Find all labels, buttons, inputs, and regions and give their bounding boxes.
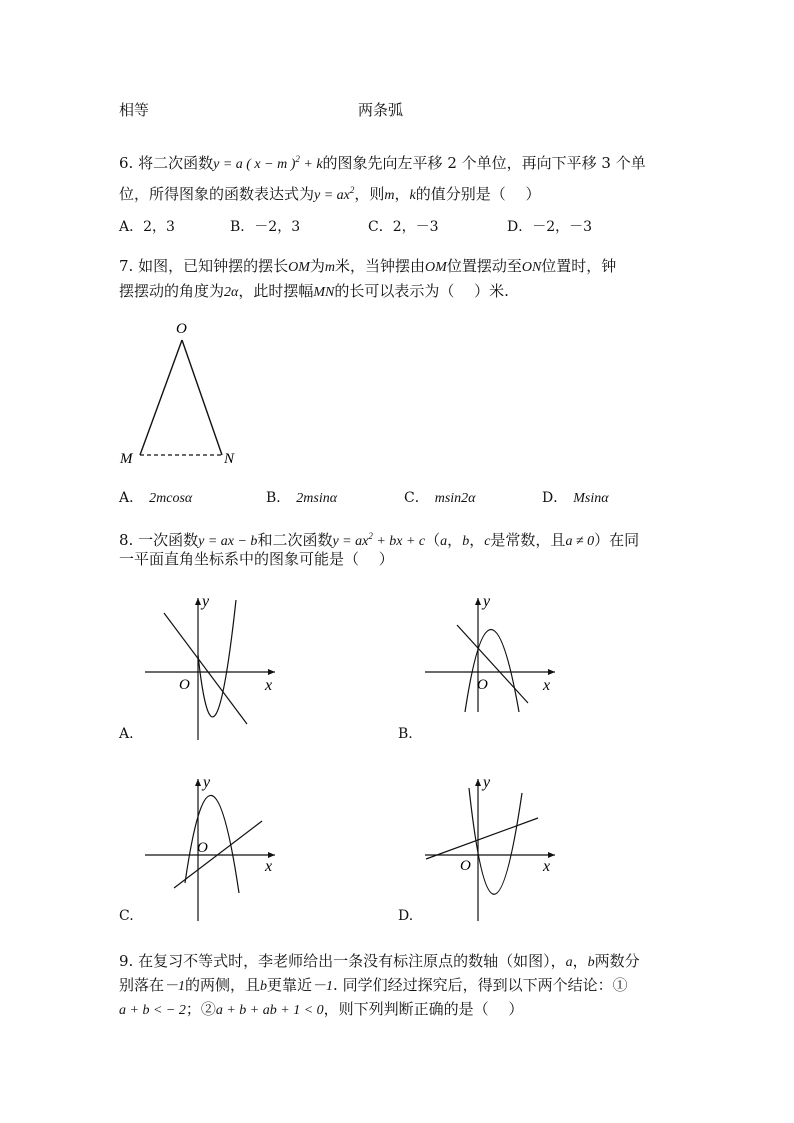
var-b: b [462,534,470,549]
linear-function: y = ax − b [198,534,258,549]
question-6-text-3: 位，所得图象的函数表达式为 [119,185,315,203]
question-6-line-1 [119,149,646,175]
question-7-number: 7. [119,257,134,275]
var-m: m [384,188,395,203]
question-6-option-d[interactable]: D．－2，－3 [507,219,593,235]
question-7-text-e: 位置时，钟 [541,257,617,275]
question-7-text-d: 位置摆动至 [446,257,522,275]
graph-a[interactable] [140,592,280,742]
graph-b[interactable] [420,592,560,742]
question-7-text-c: 米，当钟摆由 [335,257,426,275]
sep-1: ， [447,531,463,549]
graph-d-label[interactable]: D. [398,908,414,924]
question-9-text-f: . 同学们经过探究后，得到以下两个结论：① [333,976,628,994]
graph-d[interactable] [420,773,560,923]
var-b-2: b [260,979,268,994]
var-a: a [565,955,573,970]
pendulum-line-om [140,340,182,455]
top-right-text: 两条弧 [358,101,404,119]
sep-2: ， [469,531,485,549]
question-9-number: 9. [119,952,134,970]
var-c: c [484,534,491,549]
y-axis-arrow [195,779,201,786]
question-7-option-b[interactable]: B． 2msinα [266,490,338,506]
question-9-text: 在复习不等式时，李老师给出一条没有标注原点的数轴（如图）， [138,952,566,970]
question-8-text-b: 和二次函数 [257,531,333,549]
question-6-text-5: 的值分别是（ ） [415,185,541,203]
label-m: M [120,451,133,467]
var-k: k [409,188,416,203]
y-label: y [483,593,491,610]
question-6-option-b[interactable]: B．－2，3 [230,219,301,235]
conclusion-2: a + b + ab + 1 < 0 [215,1003,324,1018]
y-axis-arrow [195,598,201,605]
y-label: y [203,774,211,791]
condition: a ≠ 0 [565,534,595,549]
question-8-text: 一次函数 [138,531,199,549]
y-axis-arrow [475,779,481,786]
parabola [469,788,522,894]
x-label: x [543,858,551,875]
x-axis-arrow [548,669,555,675]
var-om: OM [288,260,310,275]
var-on: ON [521,260,542,275]
question-6-formula-1: y = a ( x − m )$^2$ + k [213,154,323,172]
var-om-2: OM [425,260,447,275]
question-8-number: 8. [119,531,134,549]
question-7-text-b: 为 [309,257,325,275]
question-6-text-2: 的图象先向左平移 2 个单位，再向下平移 3 个单 [322,154,646,172]
var-m: m [324,260,336,275]
question-7-line-2 [119,281,509,303]
question-8-text-d: 是常数，且 [490,531,566,549]
origin-label: O [197,840,208,856]
question-6-text-4: ，则 [354,185,385,203]
sep: ， [572,952,588,970]
question-7-text-f: 摆摆动的角度为 [119,282,225,300]
question-8-line-2: 一平面直角坐标系中的图象可能是（ ） [119,550,394,568]
x-label: x [265,858,273,875]
origin-label: O [477,677,488,693]
question-6-option-c[interactable]: C．2，－3 [368,219,439,235]
question-6-formula-2: $y = ax^2$ [314,185,355,203]
y-label: y [483,774,491,791]
question-7-option-d[interactable]: D． Msinα [542,490,609,506]
x-axis-arrow [268,669,275,675]
question-6-option-a[interactable]: A．2，3 [119,219,175,235]
pendulum-figure [110,315,250,470]
question-9-text-h: ，则下列判断正确的是（ ） [323,1000,524,1018]
y-label: y [202,593,210,610]
var-a: a [440,534,448,549]
neg-one: －1 [164,979,186,994]
var-b: b [587,955,595,970]
origin-label: O [460,858,471,874]
question-9-text-g: ；② [185,1000,216,1018]
line [164,613,247,724]
var-mn: MN [313,285,335,300]
question-9-text-d: 的两侧，且 [185,976,261,994]
question-9-line-2 [119,975,628,997]
y-axis-arrow [475,598,481,605]
question-6-text: 将二次函数 [138,154,214,172]
sep: ， [394,185,410,203]
question-7-text-g: ，此时摆幅 [238,282,314,300]
question-9-text-b: 两数分 [594,952,640,970]
question-8-text-e: ）在同 [594,531,640,549]
paren-open: （ [425,531,441,549]
question-9-line-1 [119,951,640,973]
question-7-text: 如图，已知钟摆的摆长 [138,257,289,275]
graph-a-label[interactable]: A. [119,726,134,742]
question-6-number: 6. [119,154,134,172]
x-label: x [543,677,551,694]
quadratic-function: $y = ax^2$ + bx + c [332,531,426,549]
question-9-line-3 [119,999,523,1021]
x-label: x [265,677,273,694]
question-6-line-2 [119,180,541,206]
conclusion-1: a + b < − 2 [119,1003,186,1018]
question-9-text-e: 更靠近 [267,976,313,994]
parabola [198,600,236,717]
question-7-text-h: 的长可以表示为（ ）米. [334,282,509,300]
label-n: N [224,451,235,467]
graph-c[interactable] [140,773,280,923]
neg-one-2: －1 [312,979,334,994]
var-angle: 2α [224,285,239,300]
pendulum-line-on [182,340,222,455]
line [457,625,528,703]
line [426,818,538,859]
origin-label: O [179,677,190,693]
graph-b-label[interactable]: B. [398,726,413,742]
question-7-line-1 [119,256,616,278]
question-7-option-c[interactable]: C． msin2α [404,490,476,506]
question-7-option-a[interactable]: A． 2mcosα [119,490,193,506]
label-o: O [176,321,187,337]
question-9-text-c: 别落在 [119,976,165,994]
graph-c-label[interactable]: C. [119,908,134,924]
top-left-text: 相等 [119,101,150,119]
